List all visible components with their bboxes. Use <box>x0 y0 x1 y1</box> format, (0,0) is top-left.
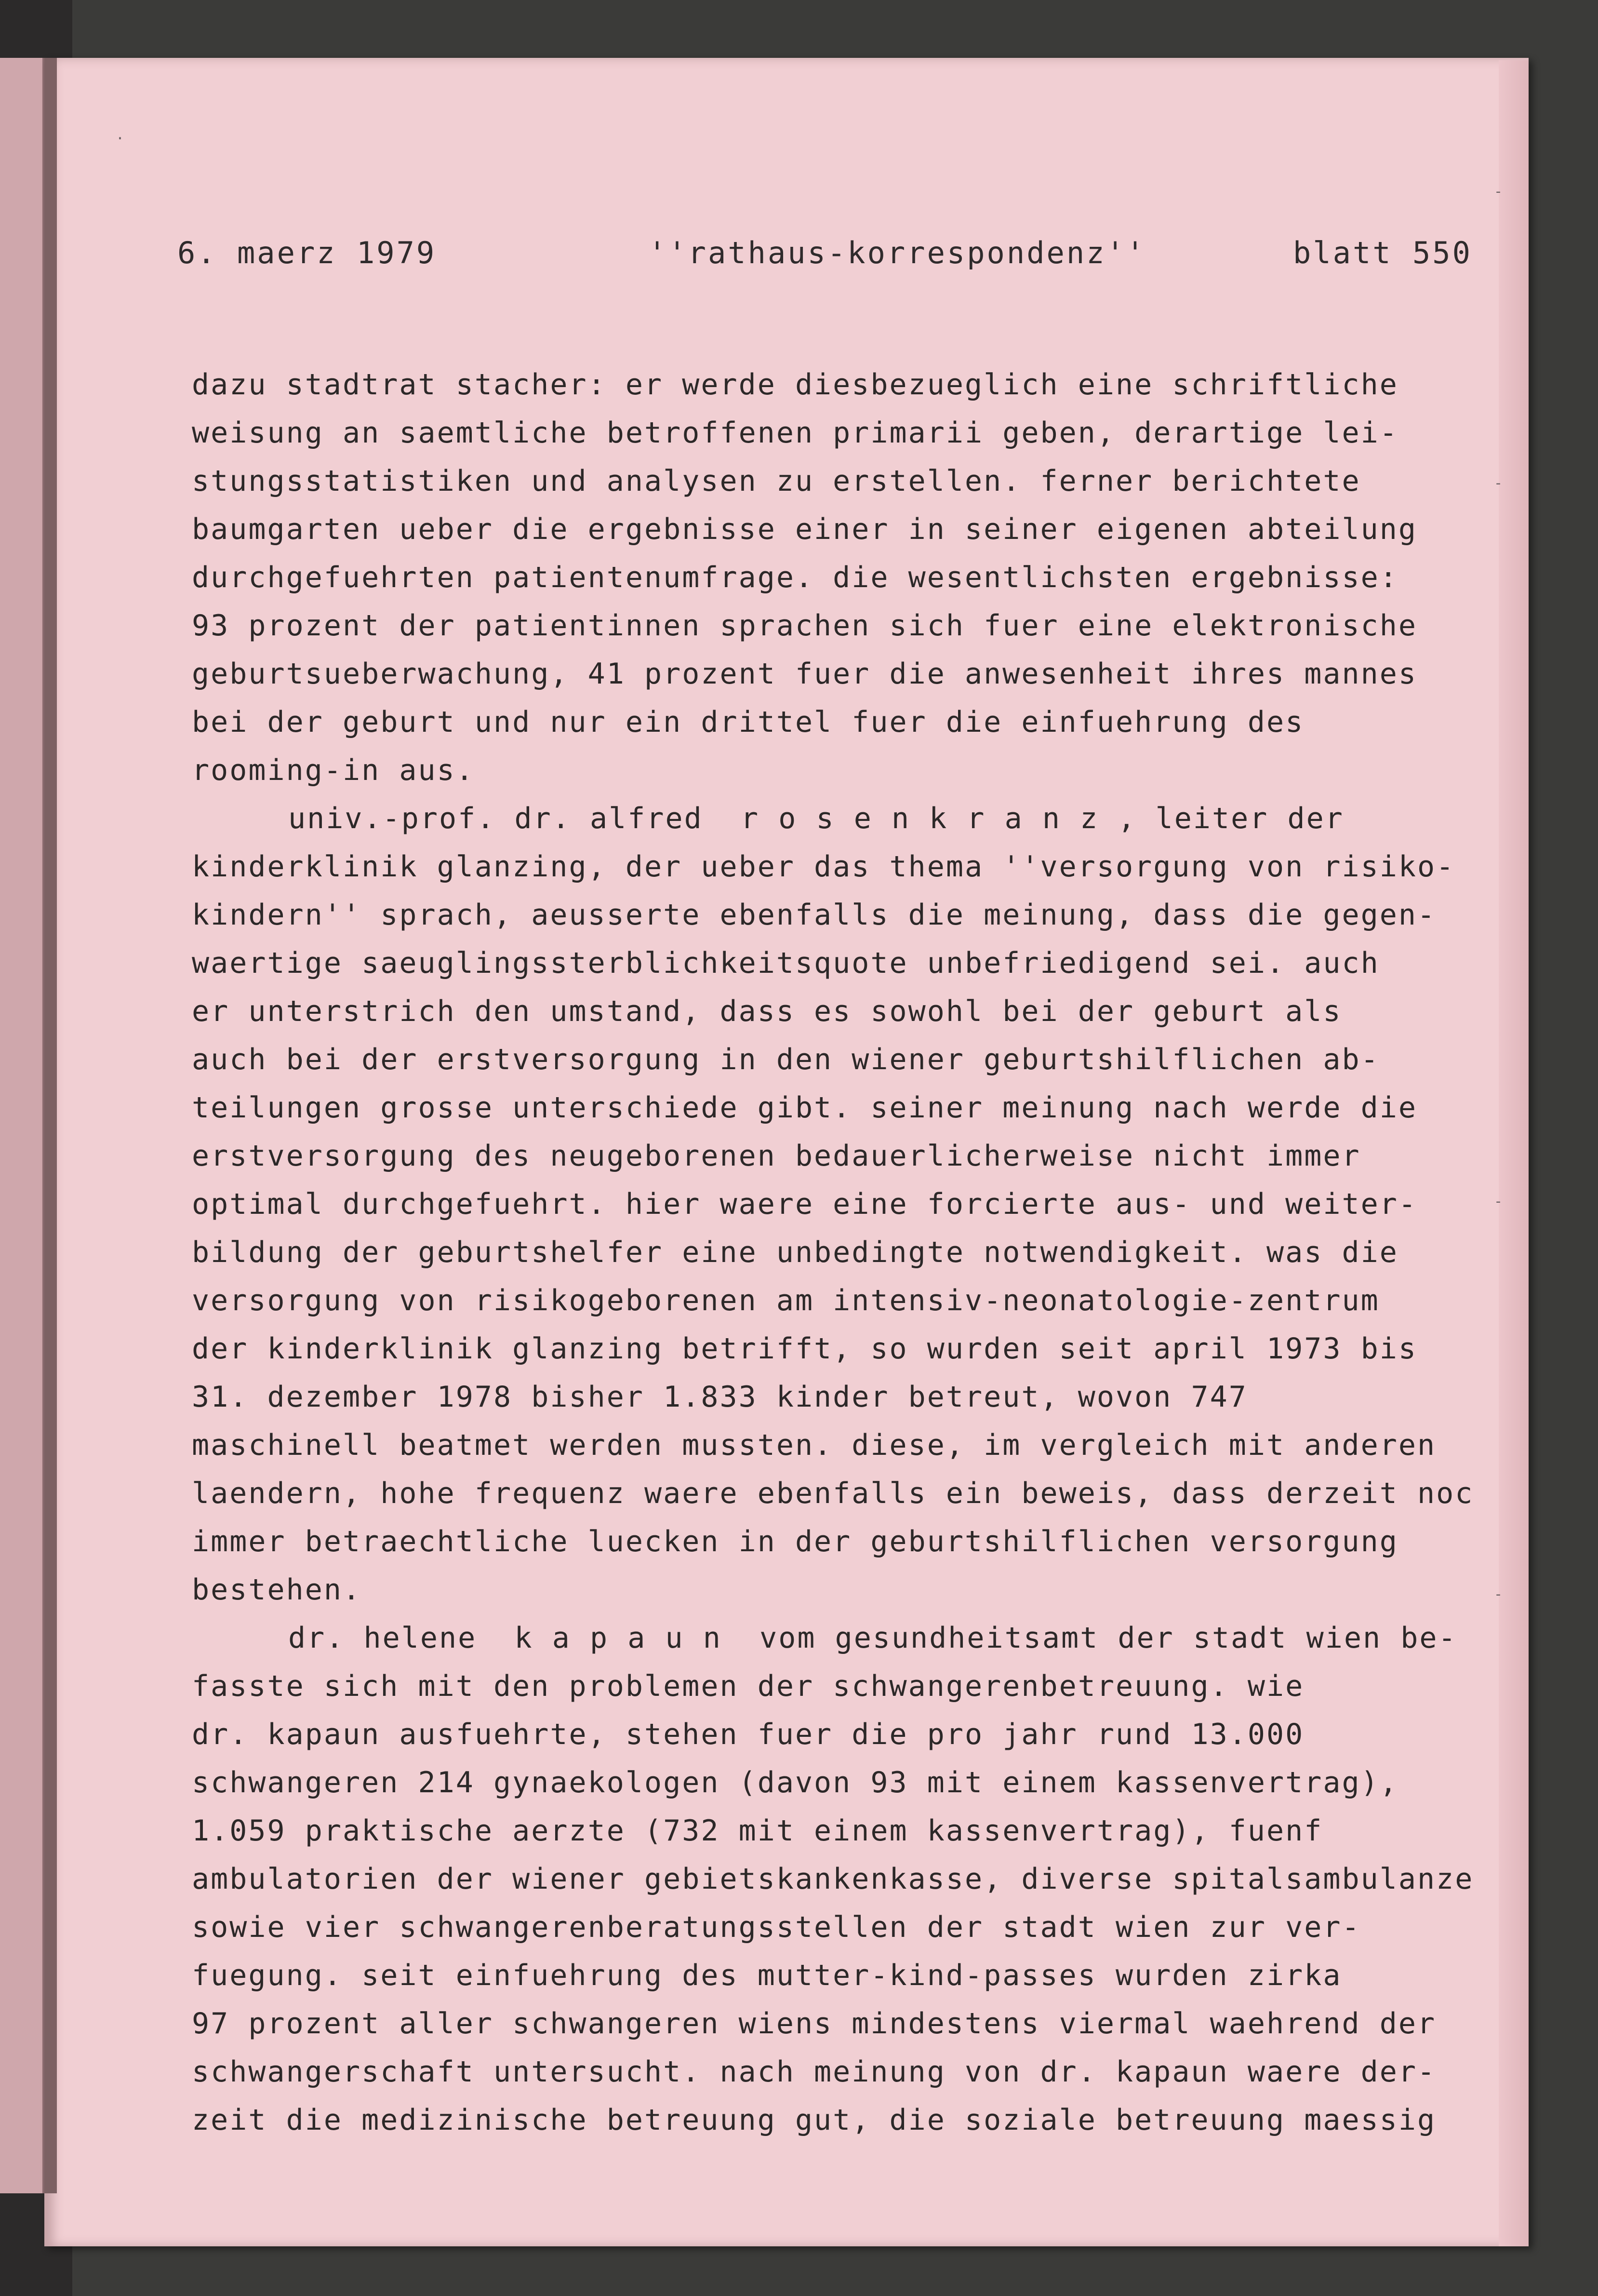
text-line: teilungen grosse unterschiede gibt. seiner meinung nach werde die <box>192 1091 1417 1125</box>
text-line: stungsstatistiken und analysen zu erstellen. ferner berichtete <box>192 464 1361 498</box>
speck-mark: - <box>1494 1586 1503 1603</box>
text-line: rooming-in aus. <box>192 753 475 787</box>
header-title: ''rathaus-korrespondenz'' <box>648 235 1146 270</box>
text-line: bestehen. <box>192 1573 362 1607</box>
text-line: erstversorgung des neugeborenen bedauerlicherweise nicht immer <box>192 1139 1361 1173</box>
text-line: optimal durchgefuehrt. hier waere eine forcierte aus- und weiter- <box>192 1187 1417 1221</box>
text-line: schwangerschaft untersucht. nach meinung von dr. kapaun waere der- <box>192 2055 1437 2089</box>
binding-gutter <box>44 58 57 2193</box>
facing-page-edge <box>0 58 44 2193</box>
speck-mark: . <box>116 126 125 143</box>
text-line: fuegung. seit einfuehrung des mutter-kind-passes wurden zirka <box>192 1959 1342 1992</box>
text-line: 93 prozent der patientinnen sprachen sich fuer eine elektronische <box>192 609 1417 643</box>
text-line: dazu stadtrat stacher: er werde diesbezueglich eine schriftliche <box>192 368 1398 402</box>
speck-mark: - <box>1494 183 1503 200</box>
header-page-number: blatt 550 <box>1293 235 1472 270</box>
text-line: kinderklinik glanzing, der ueber das thema ''versorgung von risiko- <box>192 850 1455 884</box>
text-line: 31. dezember 1978 bisher 1.833 kinder betreut, wovon 747 <box>192 1380 1248 1414</box>
text-line: fasste sich mit den problemen der schwangerenbetreuung. wie <box>192 1669 1305 1703</box>
text-line: 97 prozent aller schwangeren wiens mindestens viermal waehrend der <box>192 2007 1437 2041</box>
text-line: kindern'' sprach, aeusserte ebenfalls die meinung, dass die gegen- <box>192 898 1437 932</box>
text-line: ambulatorien der wiener gebietskankenkasse, diverse spitalsambulanze <box>192 1862 1474 1896</box>
text-line: der kinderklinik glanzing betrifft, so wurden seit april 1973 bis <box>192 1332 1417 1366</box>
text-line: dr. helene k a p a u n vom gesundheitsamt der stadt wien be- <box>288 1621 1457 1655</box>
text-line: weisung an saemtliche betroffenen primarii geben, derartige lei- <box>192 416 1398 450</box>
text-line: univ.-prof. dr. alfred r o s e n k r a n z , leiter der <box>288 802 1344 835</box>
text-line: zeit die medizinische betreuung gut, die soziale betreuung maessig <box>192 2103 1437 2137</box>
body-text <box>192 361 1536 2144</box>
text-line: dr. kapaun ausfuehrte, stehen fuer die pro jahr rund 13.000 <box>192 1718 1305 1751</box>
text-line: geburtsueberwachung, 41 prozent fuer die anwesenheit ihres mannes <box>192 657 1417 691</box>
text-line: durchgefuehrten patientenumfrage. die wesentlichsten ergebnisse: <box>192 561 1398 594</box>
text-line: auch bei der erstversorgung in den wiener geburtshilflichen ab- <box>192 1043 1380 1076</box>
text-line: immer betraechtliche luecken in der geburtshilflichen versorgung <box>192 1525 1398 1558</box>
text-line: bildung der geburtshelfer eine unbedingte notwendigkeit. was die <box>192 1235 1398 1269</box>
text-line: bei der geburt und nur ein drittel fuer die einfuehrung des <box>192 705 1305 739</box>
speck-mark: - <box>1494 1193 1503 1210</box>
text-line: laendern, hohe frequenz waere ebenfalls ein beweis, dass derzeit noc <box>192 1477 1474 1510</box>
text-line: maschinell beatmet werden mussten. diese, im vergleich mit anderen <box>192 1428 1437 1462</box>
text-line: 1.059 praktische aerzte (732 mit einem kassenvertrag), fuenf <box>192 1814 1323 1848</box>
text-line: baumgarten ueber die ergebnisse einer in seiner eigenen abteilung <box>192 512 1417 546</box>
text-line: waertige saeuglingssterblichkeitsquote unbefriedigend sei. auch <box>192 946 1380 980</box>
text-line: schwangeren 214 gynaekologen (davon 93 mit einem kassenvertrag), <box>192 1766 1398 1799</box>
text-line: versorgung von risikogeborenen am intensiv-neonatologie-zentrum <box>192 1284 1380 1317</box>
header-date: 6. maerz 1979 <box>177 235 437 270</box>
speck-mark: - <box>1494 475 1503 492</box>
text-line: sowie vier schwangerenberatungsstellen der stadt wien zur ver- <box>192 1910 1361 1944</box>
text-line: er unterstrich den umstand, dass es sowohl bei der geburt als <box>192 994 1342 1028</box>
